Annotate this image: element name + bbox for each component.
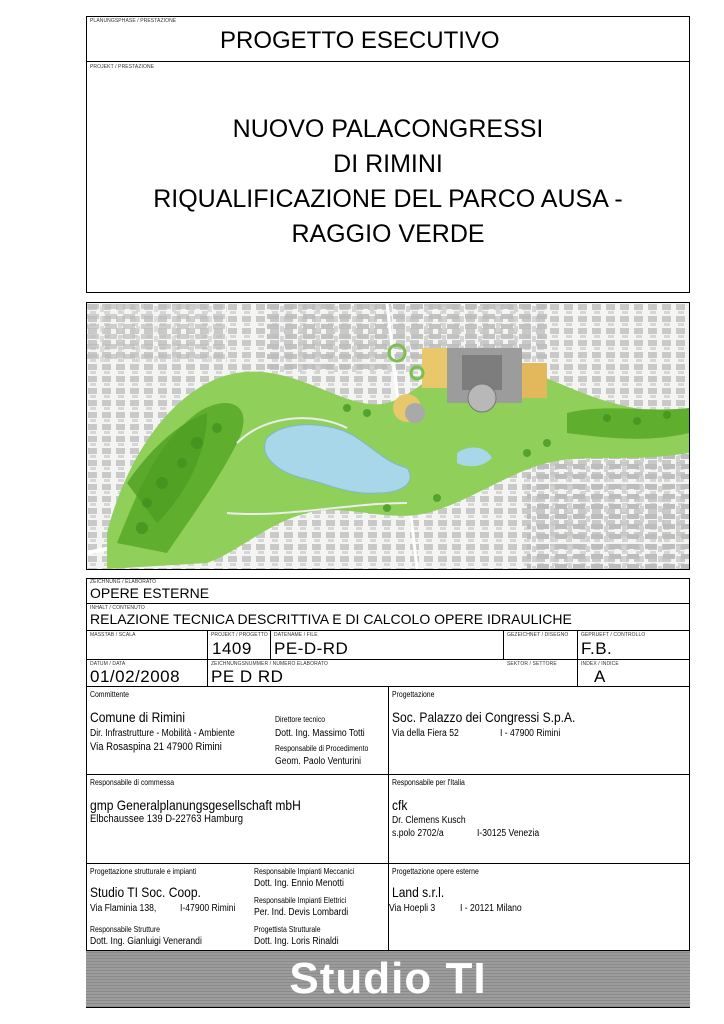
phase-value: PROGETTO ESECUTIVO bbox=[220, 27, 500, 54]
procedure-label: Responsabile di Procedimento bbox=[275, 744, 369, 753]
date-value: 01/02/2008 bbox=[90, 667, 181, 686]
number-value: PE D RD bbox=[211, 667, 284, 686]
project-title-line: RAGGIO VERDE bbox=[291, 220, 485, 248]
client-line1: Dir. Infrastrutture - Mobilità - Ambiente bbox=[90, 728, 235, 739]
divider bbox=[207, 630, 208, 686]
mech-name: Dott. Ing. Ennio Menotti bbox=[254, 878, 344, 889]
structural-name: Studio TI Soc. Coop. bbox=[90, 884, 201, 900]
divider bbox=[86, 61, 690, 62]
client-label: Committente bbox=[90, 690, 130, 699]
checked-value: F.B. bbox=[581, 639, 613, 658]
landscape-label: Progettazione opere esterne bbox=[392, 867, 479, 876]
number-label: ZEICHNUNGSNUMMER / NUMERO ELABORATO bbox=[211, 661, 328, 667]
content-label: INHALT / CONTENUTO bbox=[90, 605, 145, 611]
commission-name: gmp Generalplanungsgesellschaft mbH bbox=[90, 797, 301, 813]
site-plan-image bbox=[87, 303, 689, 569]
project-title-line: NUOVO PALACONGRESSI bbox=[232, 115, 544, 143]
divider bbox=[270, 630, 271, 659]
site-plan-map bbox=[86, 302, 690, 570]
commission-label: Responsabile di commessa bbox=[90, 778, 175, 787]
struct-design-label: Progettista Strutturale bbox=[254, 925, 321, 934]
elec-label: Responsabile Impianti Elettrici bbox=[254, 896, 347, 905]
index-value: A bbox=[594, 667, 606, 686]
file-label: DATENAME / FILE bbox=[274, 632, 318, 638]
project-title-line: DI RIMINI bbox=[333, 150, 443, 178]
drawn-label: GEZEICHNET / DISEGNO bbox=[507, 632, 569, 638]
landscape-name: Land s.r.l. bbox=[392, 884, 445, 900]
footer-band bbox=[86, 951, 690, 1007]
italy-name: cfk bbox=[392, 797, 408, 813]
commission-address: Elbchaussee 139 D-22763 Hamburg bbox=[90, 813, 244, 825]
structural-resp-name: Dott. Ing. Gianluigi Venerandi bbox=[90, 936, 202, 947]
structural-city: I-47900 Rimini bbox=[180, 903, 236, 914]
project-title bbox=[86, 112, 690, 252]
client-name: Comune di Rimini bbox=[90, 709, 186, 725]
drawing-value: OPERE ESTERNE bbox=[90, 585, 210, 601]
project-no-value: 1409 bbox=[212, 639, 252, 658]
index-label: INDEX / INDICE bbox=[581, 661, 619, 667]
footer-brand: Studio TI bbox=[289, 954, 487, 1003]
checked-label: GEPRUEFT / CONTROLLO bbox=[581, 632, 646, 638]
mech-label: Responsabile Impianti Meccanici bbox=[254, 867, 355, 876]
project-title-line: RIQUALIFICAZIONE DEL PARCO AUSA - bbox=[153, 185, 623, 213]
director-label: Direttore tecnico bbox=[275, 715, 326, 724]
content-value: RELAZIONE TECNICA DESCRITTIVA E DI CALCOLO OPERE IDRAULICHE bbox=[90, 611, 572, 627]
phase-label: PLANUNGSPHASE / PRESTAZIONE bbox=[90, 18, 177, 24]
divider bbox=[86, 603, 690, 604]
date-label: DATUM / DATA bbox=[90, 661, 126, 667]
design-label: Progettazione bbox=[392, 690, 435, 699]
design-city: I - 47900 Rimini bbox=[500, 728, 561, 739]
client-line2: Via Rosaspina 21 47900 Rimini bbox=[90, 741, 222, 753]
project-label: PROJEKT / PRESTAZIONE bbox=[90, 64, 155, 70]
file-value: PE-D-RD bbox=[274, 639, 349, 658]
divider bbox=[86, 659, 690, 660]
structural-address: Via Flaminia 138, bbox=[90, 903, 157, 914]
procedure-name: Geom. Paolo Venturini bbox=[275, 756, 362, 767]
italy-label: Responsabile per l'Italia bbox=[392, 778, 465, 787]
sector-label: SEKTOR / SETTORE bbox=[507, 661, 557, 667]
project-no-label: PROJEKT / PROGETTO bbox=[211, 632, 268, 638]
italy-person: Dr. Clemens Kusch bbox=[392, 815, 466, 826]
design-name: Soc. Palazzo dei Congressi S.p.A. bbox=[392, 709, 576, 725]
divider bbox=[503, 630, 504, 659]
structural-resp-label: Responsabile Strutture bbox=[90, 925, 160, 934]
design-address: Via della Fiera 52 bbox=[392, 728, 459, 739]
italy-address: s.polo 2702/a bbox=[392, 828, 444, 839]
structural-label: Progettazione strutturale e impianti bbox=[90, 867, 197, 876]
landscape-address: Via Hoepli 3 bbox=[389, 903, 436, 914]
divider bbox=[577, 630, 578, 686]
drawing-label: ZEICHNUNG / ELABORATO bbox=[90, 579, 157, 585]
italy-city: I-30125 Venezia bbox=[477, 828, 540, 839]
landscape-city: I - 20121 Milano bbox=[460, 903, 522, 914]
scale-label: MASSTAB / SCALA bbox=[90, 632, 136, 638]
director-name: Dott. Ing. Massimo Totti bbox=[275, 728, 365, 739]
elec-name: Per. Ind. Devis Lombardi bbox=[254, 907, 349, 918]
struct-design-name: Dott. Ing. Loris Rinaldi bbox=[254, 936, 339, 947]
divider bbox=[86, 630, 690, 631]
